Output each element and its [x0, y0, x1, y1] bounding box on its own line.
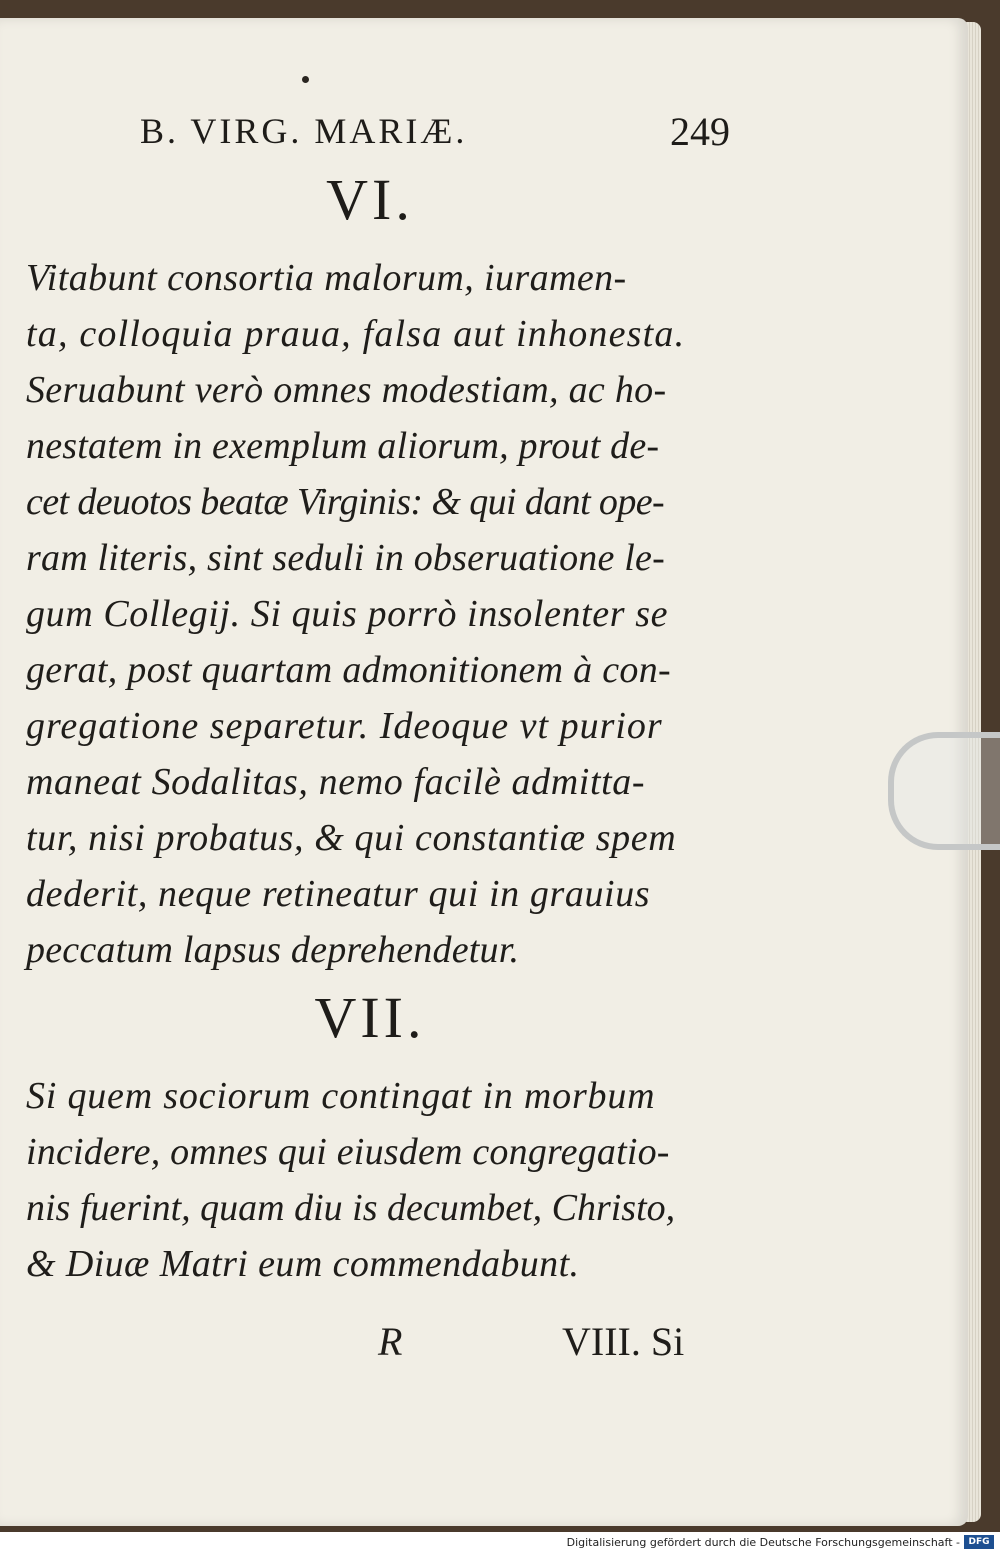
running-head: B. VIRG. MARIÆ. — [140, 111, 468, 151]
dfg-logo: DFG — [964, 1535, 994, 1549]
text-line: nestatem in exemplum aliorum, prout de- — [26, 425, 660, 467]
signature-mark: R — [378, 1319, 403, 1364]
text-line: maneat Sodalitas, nemo facilè admitta- — [26, 761, 646, 803]
section-heading-vi: VI. — [326, 167, 414, 232]
text-line: peccatum lapsus deprehendetur. — [26, 929, 520, 971]
catchword: VIII. Si — [562, 1319, 685, 1364]
text-line: gerat, post quartam admonitionem à con- — [26, 649, 671, 691]
text-line: Seruabunt verò omnes modestiam, ac ho- — [26, 369, 667, 411]
text-line: ta, colloquia praua, falsa aut inhonesta. — [26, 313, 686, 355]
page-header — [140, 110, 730, 154]
text-line: incidere, omnes qui eiusdem congregatio- — [26, 1131, 670, 1173]
text-line: dederit, neque retineatur qui in grauius — [26, 873, 651, 915]
text-line: gregatione separetur. Ideoque vt purior — [26, 705, 663, 747]
text-line: cet deuotos beatæ Virginis: & qui dant ope- — [26, 481, 665, 523]
text-line: gum Collegij. Si quis porrò insolenter se — [26, 593, 669, 635]
book-page — [0, 18, 968, 1526]
text-line: & Diuæ Matri eum commendabunt. — [26, 1243, 580, 1285]
footer-credit: Digitalisierung gefördert durch die Deutsche Forschungsgemeinschaft - — [566, 1536, 960, 1549]
section-heading-vii: VII. — [314, 985, 426, 1050]
text-line: Vitabunt consortia malorum, iuramen- — [26, 257, 627, 299]
text-line: tur, nisi probatus, & qui constantiæ spem — [26, 817, 677, 859]
text-line: ram literis, sint seduli in obseruatione le- — [26, 537, 665, 579]
text-line: Si quem sociorum contingat in morbum — [26, 1075, 656, 1117]
ornament-dot — [302, 76, 309, 83]
page-clip — [888, 732, 1000, 850]
page-number: 249 — [670, 109, 730, 154]
text-line: nis fuerint, quam diu is decumbet, Christo, — [26, 1187, 676, 1229]
